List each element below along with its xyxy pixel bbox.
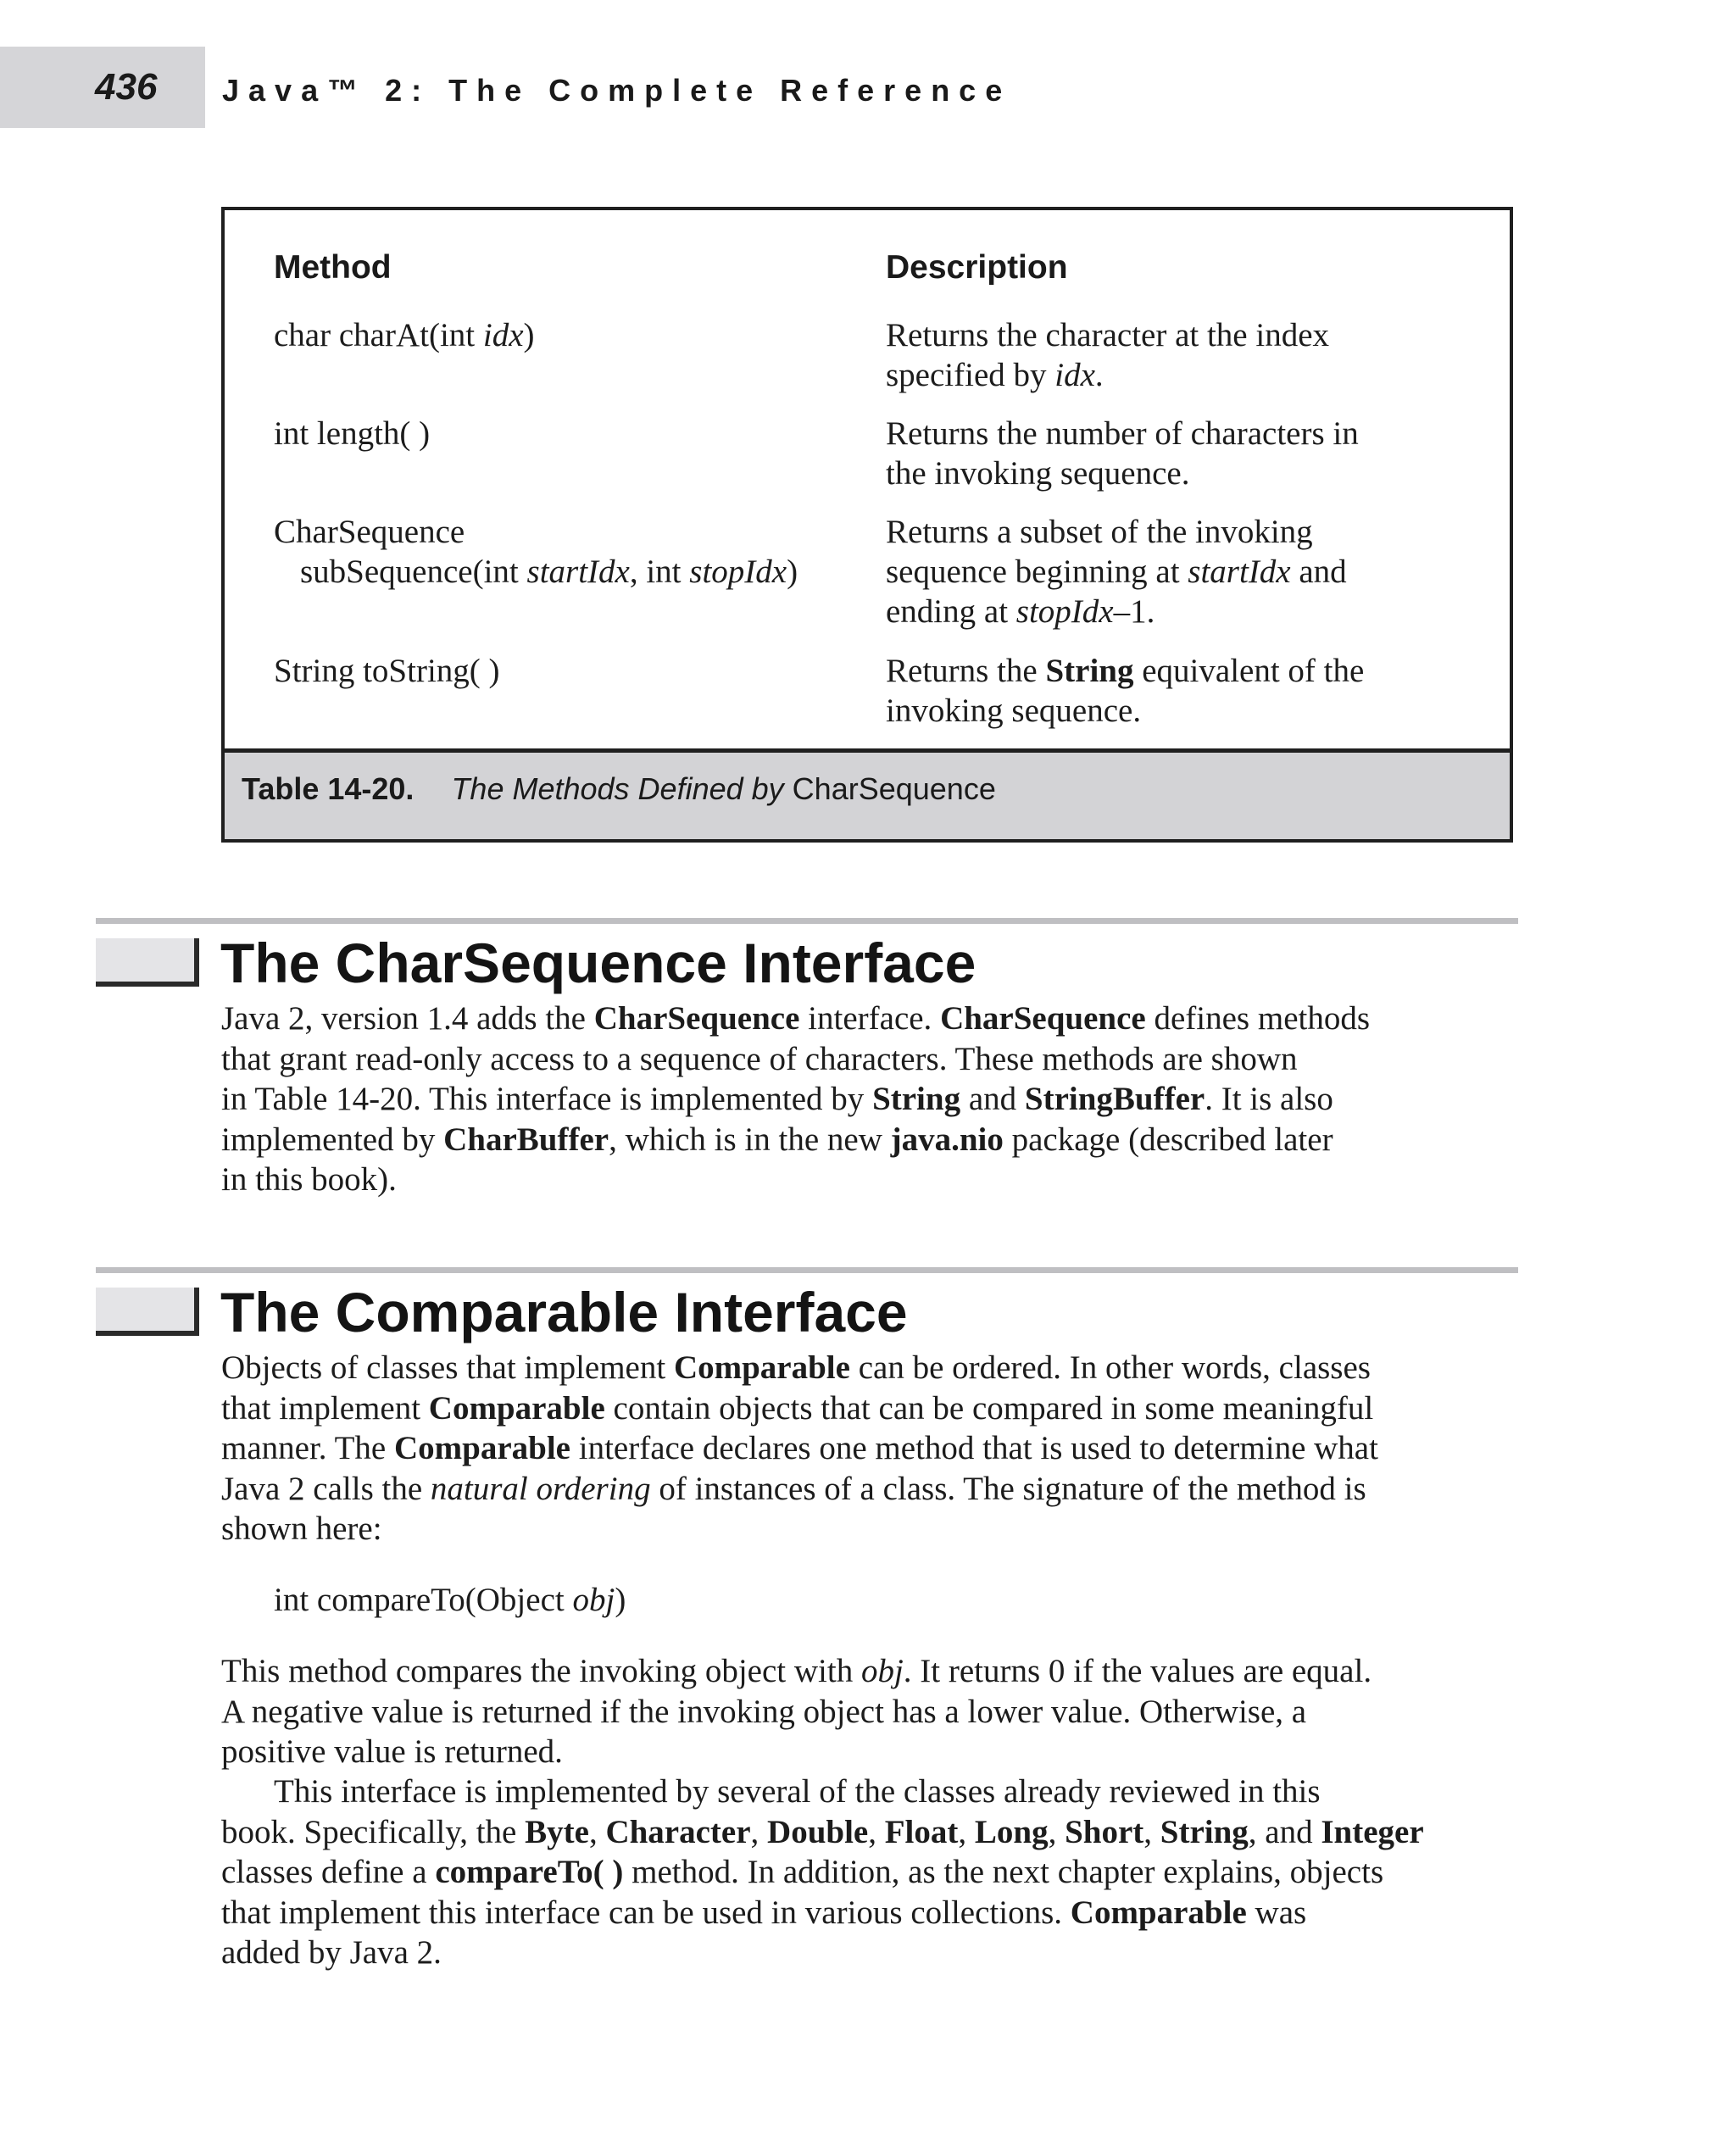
code-signature: int compareTo(Object obj): [274, 1582, 626, 1618]
paragraph-comparable-implementations: This interface is implemented by several of the classes already reviewed in this book. Specifically, the Byte, Character, Double, Float, Long, Short, String, and Integer classes define a compareTo( ) method. In addition, as the next chapter explains, objects that implement this interface can be used in various collections. Comparable was added by Java 2.: [221, 1773, 1424, 1971]
section-heading-comparable: The Comparable Interface: [220, 1281, 908, 1343]
table-cell-description: Returns the String equivalent of the invoking sequence.: [886, 653, 1365, 729]
section-divider: [96, 1267, 1518, 1273]
table-cell-description: Returns the character at the index specified by idx.: [886, 317, 1330, 393]
column-header-method: Method: [274, 249, 392, 286]
section-marker-icon: [96, 938, 199, 987]
page-number: 436: [95, 66, 158, 108]
paragraph-comparable-intro: Objects of classes that implement Comparable can be ordered. In other words, classes that implement Comparable contain objects that can be compared in some meaningful manner. The Comparable interface declares one method that is used to determine what Java 2 calls the natural ordering of instances of a class. The signature of the method is shown here:: [221, 1349, 1378, 1547]
table-cell-method: int length( ): [274, 415, 431, 452]
table-cell-method: char charAt(int idx): [274, 317, 535, 353]
section-marker-icon: [96, 1288, 199, 1336]
paragraph-compareto-return: This method compares the invoking object with obj. It returns 0 if the values are equal. A negative value is returned if the invoking object has a lower value. Otherwise, a positive value is returned.: [221, 1653, 1372, 1770]
methods-table: [221, 207, 1513, 843]
section-heading-charsequence: The CharSequence Interface: [220, 932, 976, 994]
running-title: Java™ 2: The Complete Reference: [222, 73, 1012, 108]
paragraph-charsequence: Java 2, version 1.4 adds the CharSequence interface. CharSequence defines methods that grant read-only access to a sequence of characters. These methods are shown in Table 14-20. This interface is implemented by String and StringBuffer. It is also implemented by CharBuffer, which is in the new java.nio package (described later in this book).: [221, 1000, 1371, 1198]
table-cell-description: Returns a subset of the invoking sequence beginning at startIdx and ending at stopIdx–1.: [886, 514, 1347, 630]
table-caption-band: [225, 748, 1510, 839]
column-header-description: Description: [886, 249, 1068, 286]
table-cell-description: Returns the number of characters in the invoking sequence.: [886, 415, 1359, 492]
table-caption: Table 14-20. The Methods Defined by CharSequence: [242, 771, 996, 806]
table-cell-method: String toString( ): [274, 653, 500, 689]
section-divider: [96, 918, 1518, 924]
table-cell-method: CharSequence subSequence(int startIdx, int stopIdx): [274, 514, 798, 590]
